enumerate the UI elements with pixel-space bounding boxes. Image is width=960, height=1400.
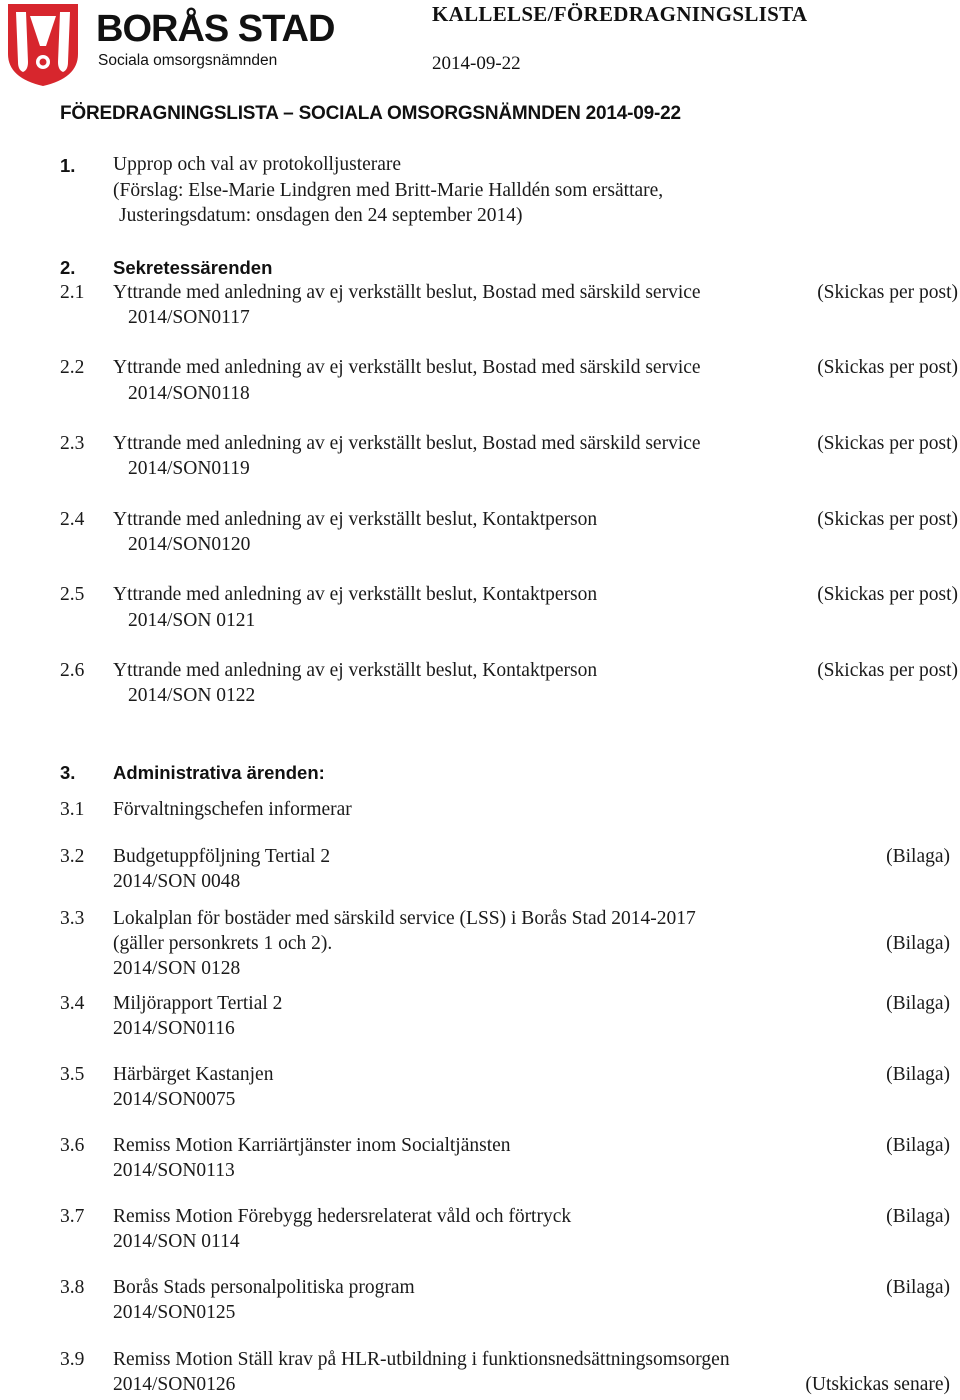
item-text: Yttrande med anledning av ej verkställt beslut, Bostad med särskild service — [113, 282, 701, 303]
item-text: Yttrande med anledning av ej verkställt beslut, Bostad med särskild service — [113, 433, 701, 454]
item-note: (Bilaga) — [886, 1277, 950, 1298]
boras-shield-icon — [6, 2, 80, 88]
item-reference: 2014/SON0116 — [113, 1018, 235, 1039]
item-number: 3.2 — [60, 846, 85, 867]
item-note: (Bilaga) — [886, 1064, 950, 1085]
item-reference: 2014/SON0125 — [113, 1302, 236, 1323]
item-text: Borås Stads personalpolitiska program — [113, 1277, 415, 1298]
item-number: 3.8 — [60, 1277, 85, 1298]
item-text: Yttrande med anledning av ej verkställt beslut, Kontaktperson — [113, 509, 598, 530]
section-1-line2: (Förslag: Else-Marie Lindgren med Britt-Marie Halldén som ersättare, — [113, 180, 664, 201]
item-text: Remiss Motion Förebygg hedersrelaterat våld och förtryck — [113, 1206, 572, 1227]
item-reference: 2014/SON 0122 — [128, 685, 256, 706]
item-reference: 2014/SON 0121 — [128, 610, 256, 631]
item-number: 2.2 — [60, 357, 85, 378]
item-note: (Skickas per post) — [817, 433, 958, 454]
item-number: 2.4 — [60, 509, 85, 530]
section-2-number: 2. — [60, 257, 76, 278]
section-1-line1: Upprop och val av protokolljusterare — [113, 154, 402, 175]
item-text: Yttrande med anledning av ej verkställt beslut, Kontaktperson — [113, 584, 598, 605]
section-1-number: 1. — [60, 155, 76, 176]
section-3-heading: Administrativa ärenden: — [113, 762, 325, 783]
section-3-number: 3. — [60, 762, 76, 783]
item-note: (Bilaga) — [886, 1135, 950, 1156]
item-reference: 2014/SON0075 — [113, 1089, 236, 1110]
item-reference: 2014/SON0126 — [113, 1374, 236, 1395]
item-text: Yttrande med anledning av ej verkställt beslut, Kontaktperson — [113, 660, 598, 681]
item-note: (Utskickas senare) — [805, 1374, 950, 1395]
org-name: BORÅS STAD — [96, 8, 335, 50]
item-note: (Bilaga) — [886, 1206, 950, 1227]
item-text: Budgetuppföljning Tertial 2 — [113, 846, 331, 867]
item-number: 3.3 — [60, 908, 85, 929]
item-text: Förvaltningschefen informerar — [113, 799, 352, 820]
item-reference: 2014/SON 0114 — [113, 1231, 240, 1252]
item-note: (Skickas per post) — [817, 584, 958, 605]
item-text: Miljörapport Tertial 2 — [113, 993, 283, 1014]
item-reference: 2014/SON0120 — [128, 534, 251, 555]
item-reference: 2014/SON 0128 — [113, 958, 241, 979]
item-text: Remiss Motion Ställ krav på HLR-utbildning i funktionsnedsättningsomsorgen — [113, 1349, 730, 1370]
section-2-heading: Sekretessärenden — [113, 257, 273, 278]
item-reference: 2014/SON0117 — [128, 307, 250, 328]
item-reference: 2014/SON 0048 — [113, 871, 241, 892]
item-text: Lokalplan för bostäder med särskild service (LSS) i Borås Stad 2014-2017 — [113, 908, 696, 929]
item-number: 2.5 — [60, 584, 85, 605]
document-type: KALLELSE/FÖREDRAGNINGSLISTA — [432, 2, 808, 26]
item-number: 3.9 — [60, 1349, 85, 1370]
item-number: 2.1 — [60, 282, 85, 303]
item-number: 2.3 — [60, 433, 85, 454]
item-number: 3.4 — [60, 993, 85, 1014]
item-reference: 2014/SON0118 — [128, 383, 250, 404]
item-note: (Bilaga) — [886, 933, 950, 954]
page-title: FÖREDRAGNINGSLISTA – SOCIALA OMSORGSNÄMNDEN 2014-09-22 — [60, 103, 681, 124]
item-note: (Skickas per post) — [817, 509, 958, 530]
item-text-continued: (gäller personkrets 1 och 2). — [113, 933, 333, 954]
logo — [6, 2, 366, 90]
item-number: 3.7 — [60, 1206, 85, 1227]
item-number: 3.5 — [60, 1064, 85, 1085]
item-number: 3.6 — [60, 1135, 85, 1156]
item-note: (Bilaga) — [886, 846, 950, 867]
item-text: Härbärget Kastanjen — [113, 1064, 274, 1085]
item-note: (Bilaga) — [886, 993, 950, 1014]
org-subtitle: Sociala omsorgsnämnden — [98, 52, 278, 69]
item-text: Yttrande med anledning av ej verkställt beslut, Bostad med särskild service — [113, 357, 701, 378]
item-number: 3.1 — [60, 799, 85, 820]
item-note: (Skickas per post) — [817, 660, 958, 681]
item-note: (Skickas per post) — [817, 357, 958, 378]
item-note: (Skickas per post) — [817, 282, 958, 303]
item-reference: 2014/SON0119 — [128, 458, 250, 479]
document-date: 2014-09-22 — [432, 53, 521, 74]
item-reference: 2014/SON0113 — [113, 1160, 235, 1181]
item-number: 2.6 — [60, 660, 85, 681]
section-1-line3: Justeringsdatum: onsdagen den 24 september 2014) — [119, 205, 523, 226]
item-text: Remiss Motion Karriärtjänster inom Socialtjänsten — [113, 1135, 511, 1156]
